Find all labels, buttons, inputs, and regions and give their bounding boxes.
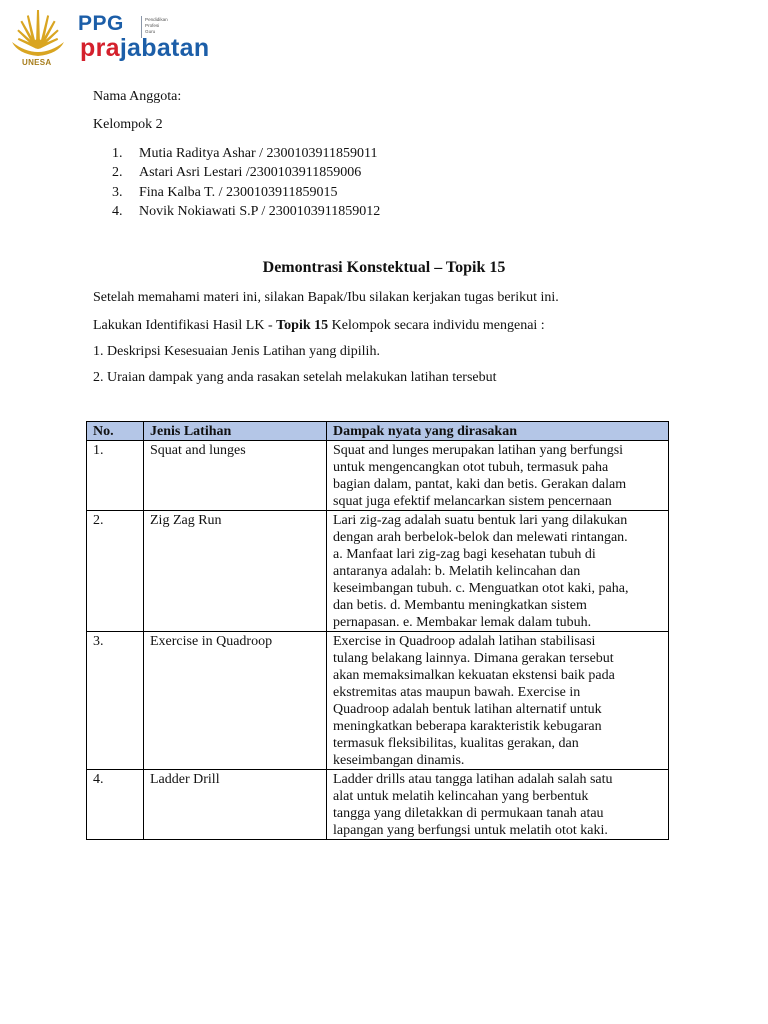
cell-no: 2. — [87, 511, 144, 632]
logo-subtitle — [145, 17, 168, 35]
cell-no: 1. — [87, 441, 144, 511]
dampak-line: untuk mengencangkan otot tubuh, termasuk paha — [333, 460, 609, 475]
logo-jabatan-part: jabatan — [119, 34, 210, 62]
dampak-line: dengan arah berbelok-belok dan melewati rintangan. — [333, 530, 628, 545]
dampak-line: Lari zig-zag adalah suatu bentuk lari yang dilakukan — [333, 513, 628, 528]
group-label: Kelompok 2 — [93, 117, 163, 132]
cell-dampak — [327, 770, 669, 840]
dampak-line: a. Manfaat lari zig-zag bagi kesehatan tubuh di — [333, 547, 596, 562]
table-header-row — [87, 422, 669, 441]
instruction-item-1: 1. Deskripsi Kesesuaian Jenis Latihan yang dipilih. — [93, 344, 380, 359]
dampak-line: lapangan yang berfungsi untuk melatih otot kaki. — [333, 823, 608, 838]
logo-subtitle-line: Profesi — [145, 23, 160, 28]
dampak-line: bagian dalam, pantat, kaki dan betis. Gerakan dalam — [333, 477, 627, 492]
instruction-task — [93, 317, 545, 334]
dampak-line: Exercise in Quadroop adalah latihan stabilisasi — [333, 634, 596, 649]
dampak-line: squat juga efektif melancarkan sistem pencernaan — [333, 494, 612, 509]
member-item — [112, 202, 380, 221]
dampak-line: tulang belakang lainnya. Dimana gerakan tersebut — [333, 651, 614, 666]
logo-prajabatan-text — [80, 34, 209, 63]
instruction-task-topic: Topik 15 — [276, 318, 329, 333]
dampak-line: antaranya adalah: b. Melatih kelincahan dan — [333, 564, 581, 579]
member-number: 4. — [112, 203, 123, 219]
instruction-intro: Setelah memahami materi ini, silakan Bapak/Ibu silakan kerjakan tugas berikut ini. — [93, 290, 559, 305]
cell-jenis: Squat and lunges — [144, 441, 327, 511]
logo-ppg-text: PPG — [78, 12, 124, 35]
logo-unesa-text: UNESA — [22, 58, 52, 67]
cell-dampak — [327, 632, 669, 770]
dampak-line: dan betis. d. Membantu meningkatkan sistem — [333, 598, 587, 613]
member-list — [112, 144, 380, 221]
member-number: 2. — [112, 165, 123, 181]
instruction-task-after: Kelompok secara individu mengenai : — [328, 318, 545, 333]
cell-no: 3. — [87, 632, 144, 770]
member-text: Novik Nokiawati S.P / 2300103911859012 — [139, 203, 381, 219]
cell-dampak — [327, 511, 669, 632]
logo-subtitle-line: Guru — [145, 29, 156, 34]
dampak-line: termasuk fleksibilitas, kualitas gerakan, dan — [333, 736, 579, 751]
header-dampak: Dampak nyata yang dirasakan — [327, 422, 669, 441]
table-row — [87, 441, 669, 511]
member-text: Astari Asri Lestari /2300103911859006 — [139, 165, 362, 181]
instruction-item-2: 2. Uraian dampak yang anda rasakan setelah melakukan latihan tersebut — [93, 370, 497, 385]
document-title: Demontrasi Konstektual – Topik 15 — [262, 259, 506, 276]
cell-no: 4. — [87, 770, 144, 840]
header-jenis-latihan: Jenis Latihan — [144, 422, 327, 441]
table-row — [87, 632, 669, 770]
dampak-line: Squat and lunges merupakan latihan yang berfungsi — [333, 443, 624, 458]
member-item — [112, 144, 380, 163]
dampak-line: ekstremitas atas maupun bawah. Exercise in — [333, 685, 581, 700]
member-item — [112, 163, 380, 182]
dampak-line: keseimbangan dinamis. — [333, 753, 465, 768]
dampak-line: keseimbangan tubuh. c. Menguatkan otot kaki, paha, — [333, 581, 629, 596]
cell-jenis: Zig Zag Run — [144, 511, 327, 632]
cell-dampak — [327, 441, 669, 511]
logo-subtitle-line: Pendidikan — [145, 17, 168, 22]
member-item — [112, 183, 380, 202]
member-number: 3. — [112, 184, 123, 200]
dampak-line: Ladder drills atau tangga latihan adalah salah satu — [333, 772, 613, 787]
members-label: Nama Anggota: — [93, 89, 182, 104]
dampak-line: pernapasan. e. Membakar lemak dalam tubuh. — [333, 615, 592, 630]
instruction-task-before: Lakukan Identifikasi Hasil LK - — [93, 318, 277, 333]
member-text: Fina Kalba T. / 2300103911859015 — [139, 184, 338, 200]
table-row — [87, 770, 669, 840]
table-row — [87, 511, 669, 632]
logo-pra-part: pra — [80, 34, 120, 62]
dampak-line: akan memaksimalkan kekuatan ekstensi baik pada — [333, 668, 615, 683]
member-number: 1. — [112, 146, 123, 161]
cell-jenis: Ladder Drill — [144, 770, 327, 840]
dampak-line: alat untuk melatih kelincahan yang berbentuk — [333, 789, 589, 804]
dampak-line: tangga yang diletakkan di permukaan tanah atau — [333, 806, 604, 821]
cell-jenis: Exercise in Quadroop — [144, 632, 327, 770]
exercise-table — [86, 421, 669, 840]
header-no: No. — [87, 422, 144, 441]
dampak-line: Quadroop adalah bentuk latihan alternatif untuk — [333, 702, 602, 717]
dampak-line: meningkatkan beberapa karakteristik kebugaran — [333, 719, 602, 734]
ppg-prajabatan-logo — [6, 4, 226, 72]
member-text: Mutia Raditya Ashar / 2300103911859011 — [139, 146, 378, 161]
